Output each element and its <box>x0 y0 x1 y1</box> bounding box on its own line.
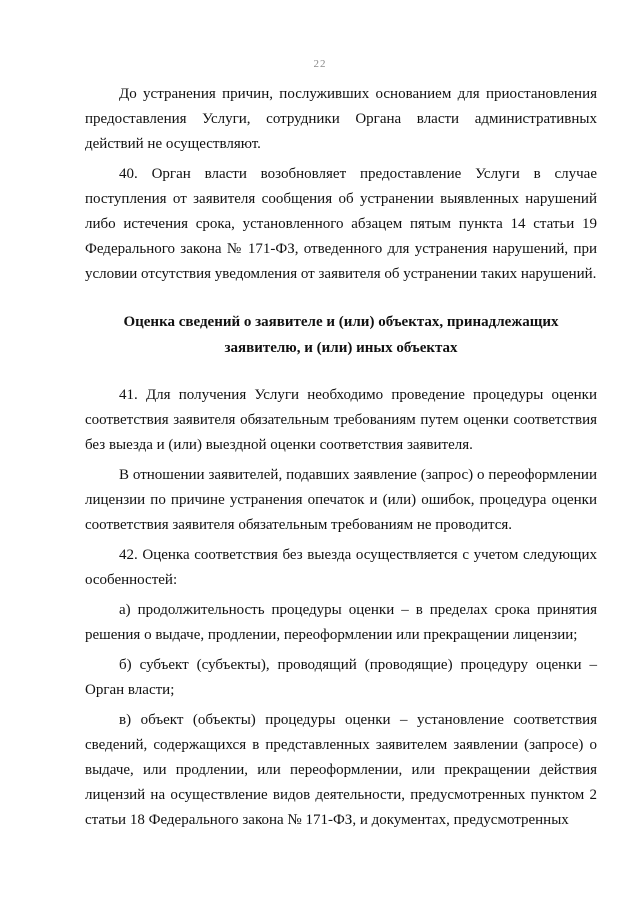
paragraph-40: 40. Орган власти возобновляет предоставление Услуги в случае поступления от заявителя сообщения об устранении выявленных нарушений либо истечения срока, установленного абзацем пятым пункта 14 статьи 19 Федерального закона № 171-ФЗ, отведенного для устранения нарушений, при условии отсутствия уведомления от заявителя об устранении таких нарушений. <box>85 166 597 282</box>
page-number: 22 <box>313 58 327 70</box>
paragraph-42: 42. Оценка соответствия без выезда осуществляется с учетом следующих особенностей: <box>85 547 597 588</box>
paragraph-42-v: в) объект (объекты) процедуры оценки – установление соответствия сведений, содержащихся в представленных заявителем заявлении (запросе) о выдаче, или продлении, или переоформлении, или прекращении действия лицензий на осуществление видов деятельности, предусмотренных пунктом 2 статьи 18 Федерального закона № 171-ФЗ, и документах, предусмотренных <box>85 712 597 828</box>
section-heading: Оценка сведений о заявителе и (или) объектах, принадлежащих заявителю, и (или) иных объектах <box>123 314 559 356</box>
paragraph-42-a: а) продолжительность процедуры оценки – в пределах срока принятия решения о выдаче, продлении, переоформлении или прекращении лицензии; <box>85 602 597 643</box>
paragraph-41: 41. Для получения Услуги необходимо проведение процедуры оценки соответствия заявителя обязательным требованиям путем оценки соответствия без выезда и (или) выездной оценки соответствия заявителя. <box>85 387 597 453</box>
document-body <box>85 82 597 838</box>
paragraph-42-b: б) субъект (субъекты), проводящий (проводящие) процедуру оценки – Орган власти; <box>85 657 597 698</box>
paragraph-41-exception: В отношении заявителей, подавших заявление (запрос) о переоформлении лицензии по причине устранения опечаток и (или) ошибок, процедура оценки соответствия заявителя обязательным требованиям не проводится. <box>85 467 597 533</box>
paragraph-suspension-note: До устранения причин, послуживших основанием для приостановления предоставления Услуги, сотрудники Органа власти административных действий не осуществляют. <box>85 86 597 152</box>
